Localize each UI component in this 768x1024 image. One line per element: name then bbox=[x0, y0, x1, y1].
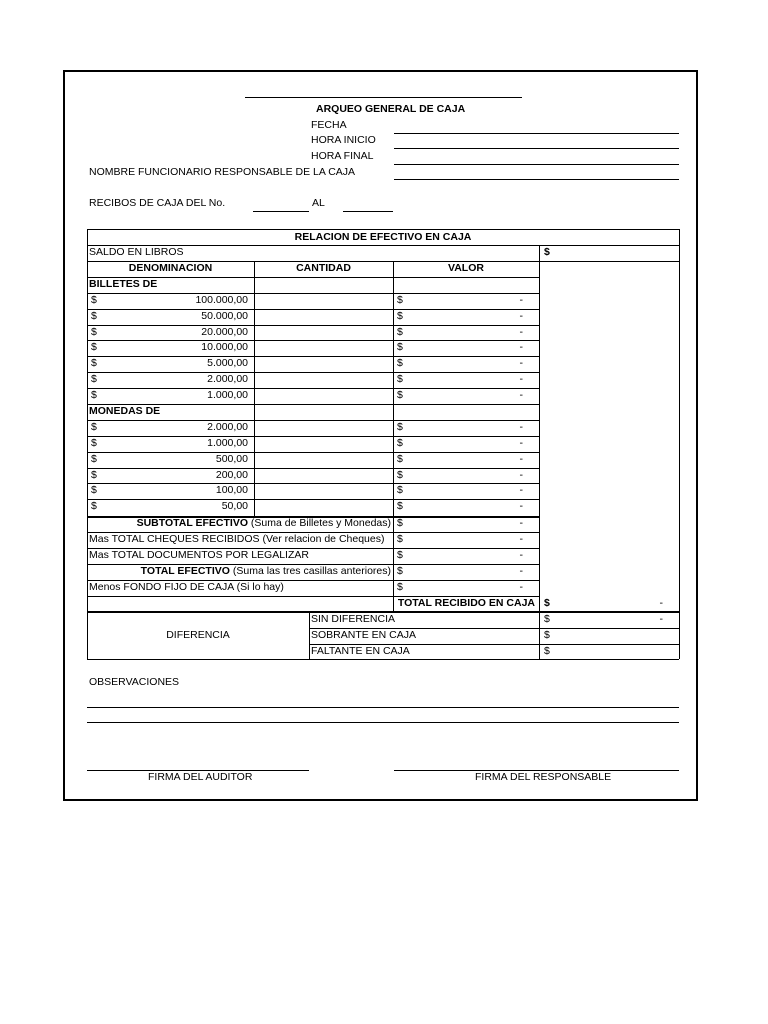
funcionario-field[interactable] bbox=[394, 179, 679, 180]
subtotal-note: (Suma de Billetes y Monedas) bbox=[248, 517, 391, 529]
col-divider-saldo bbox=[539, 245, 540, 659]
fecha-label: FECHA bbox=[311, 119, 347, 131]
valor-amount: - bbox=[519, 373, 523, 385]
subtotal-label bbox=[137, 516, 391, 531]
recibos-label: RECIBOS DE CAJA DEL No. bbox=[89, 197, 226, 209]
valor-currency: $ bbox=[397, 533, 403, 545]
table.monedas-denomination: 100,00 bbox=[215, 484, 248, 497]
table-rule bbox=[87, 468, 539, 469]
firma-responsable-label: FIRMA DEL RESPONSABLE bbox=[475, 771, 612, 783]
documentos-label: Mas TOTAL DOCUMENTOS POR LEGALIZAR bbox=[89, 549, 309, 561]
table.monedas-currency: $ bbox=[91, 484, 97, 497]
billetes-label: BILLETES DE bbox=[89, 278, 158, 290]
table.billetes-currency: $ bbox=[91, 325, 97, 338]
table-rule bbox=[87, 388, 539, 389]
hora-final-label: HORA FINAL bbox=[311, 150, 374, 162]
observaciones-line-1[interactable] bbox=[87, 707, 679, 708]
fondo-label: Menos FONDO FIJO DE CAJA (Si lo hay) bbox=[89, 581, 284, 593]
cheques-label: Mas TOTAL CHEQUES RECIBIDOS (Ver relacion de Cheques) bbox=[89, 533, 385, 545]
col-header-valor: VALOR bbox=[448, 262, 484, 274]
valor-currency: $ bbox=[397, 452, 403, 465]
table.billetes-denomination: 5.000,00 bbox=[207, 357, 248, 370]
observaciones-label: OBSERVACIONES bbox=[89, 676, 180, 688]
title-rule bbox=[245, 97, 522, 98]
table.monedas-currency: $ bbox=[91, 500, 97, 513]
table-rule bbox=[87, 340, 539, 341]
valor-amount: - bbox=[519, 325, 523, 338]
table-title: RELACION DE EFECTIVO EN CAJA bbox=[294, 231, 472, 243]
valor-amount: - bbox=[519, 357, 523, 370]
valor-currency: $ bbox=[397, 484, 403, 497]
table.monedas-currency: $ bbox=[91, 468, 97, 481]
valor-currency: $ bbox=[397, 436, 403, 449]
valor-amount: - bbox=[519, 533, 523, 545]
valor-currency: $ bbox=[397, 549, 403, 561]
table-rule bbox=[87, 325, 539, 326]
form-title: ARQUEO GENERAL DE CAJA bbox=[316, 103, 466, 115]
table.billetes-denomination: 100.000,00 bbox=[195, 294, 248, 306]
table.billetes-denomination: 1.000,00 bbox=[207, 388, 248, 401]
valor-amount: - bbox=[519, 500, 523, 513]
table.monedas-denomination: 1.000,00 bbox=[207, 436, 248, 449]
table.billetes-currency: $ bbox=[91, 373, 97, 385]
valor-currency: $ bbox=[397, 468, 403, 481]
table.billetes-denomination: 50.000,00 bbox=[201, 309, 248, 322]
table-rule bbox=[87, 293, 539, 294]
valor-amount: - bbox=[519, 549, 523, 561]
table.billetes-denomination: 10.000,00 bbox=[201, 341, 248, 354]
valor-amount: - bbox=[519, 294, 523, 306]
table-left-border bbox=[87, 229, 88, 659]
funcionario-label: NOMBRE FUNCIONARIO RESPONSABLE DE LA CAJA bbox=[89, 166, 356, 178]
table.billetes-denomination: 20.000,00 bbox=[201, 325, 248, 338]
table.monedas-currency: $ bbox=[91, 452, 97, 465]
col-divider-cantidad bbox=[254, 261, 255, 516]
table.monedas-denomination: 500,00 bbox=[215, 452, 248, 465]
recibos-desde-field[interactable] bbox=[253, 211, 309, 212]
table-rule bbox=[87, 372, 539, 373]
hora-inicio-label: HORA INICIO bbox=[311, 134, 376, 146]
table-rule bbox=[87, 436, 539, 437]
valor-currency: $ bbox=[397, 517, 403, 529]
table-right-border bbox=[679, 229, 680, 659]
table.billetes-currency: $ bbox=[91, 341, 97, 354]
hora-final-field[interactable] bbox=[394, 164, 679, 165]
diferencia-currency: $ bbox=[544, 629, 550, 641]
valor-amount: - bbox=[519, 565, 523, 577]
table.monedas-currency: $ bbox=[91, 436, 97, 449]
table-rule bbox=[87, 483, 539, 484]
total-note: (Suma las tres casillas anteriores) bbox=[229, 565, 391, 577]
table.monedas-denomination: 200,00 bbox=[215, 468, 248, 481]
table-bottom-rule bbox=[87, 659, 679, 660]
valor-amount: - bbox=[519, 581, 523, 593]
sin-diferencia-label: SIN DIFERENCIA bbox=[311, 613, 396, 625]
total-recibido-amount: - bbox=[659, 597, 663, 609]
table.billetes-currency: $ bbox=[91, 388, 97, 401]
valor-currency: $ bbox=[397, 325, 403, 338]
fecha-field[interactable] bbox=[394, 133, 679, 134]
table.billetes-currency: $ bbox=[91, 294, 97, 306]
al-label: AL bbox=[312, 197, 325, 209]
faltante-label: FALTANTE EN CAJA bbox=[311, 645, 410, 657]
diferencia-label: DIFERENCIA bbox=[166, 629, 230, 641]
hora-inicio-field[interactable] bbox=[394, 148, 679, 149]
recibos-hasta-field[interactable] bbox=[343, 211, 393, 212]
saldo-currency: $ bbox=[544, 246, 550, 258]
table.billetes-currency: $ bbox=[91, 357, 97, 370]
sobrante-label: SOBRANTE EN CAJA bbox=[311, 629, 417, 641]
valor-currency: $ bbox=[397, 357, 403, 370]
table.monedas-denomination: 2.000,00 bbox=[207, 421, 248, 434]
table-rule bbox=[87, 499, 539, 500]
valor-currency: $ bbox=[397, 565, 403, 577]
sin-diferencia-amount: - bbox=[659, 613, 663, 625]
valor-currency: $ bbox=[397, 309, 403, 322]
saldo-label: SALDO EN LIBROS bbox=[89, 246, 184, 258]
valor-amount: - bbox=[519, 452, 523, 465]
table.monedas-denomination: 50,00 bbox=[221, 500, 248, 513]
diferencia-divider bbox=[309, 612, 310, 659]
diferencia-currency: $ bbox=[544, 645, 550, 657]
diferencia-currency: $ bbox=[544, 613, 550, 625]
total-bold: TOTAL EFECTIVO bbox=[140, 565, 230, 577]
col-header-denominacion: DENOMINACION bbox=[128, 262, 213, 274]
table-rule bbox=[87, 356, 539, 357]
valor-currency: $ bbox=[397, 388, 403, 401]
valor-currency: $ bbox=[397, 341, 403, 354]
table-rule bbox=[87, 452, 539, 453]
valor-currency: $ bbox=[397, 373, 403, 385]
table.billetes-currency: $ bbox=[91, 309, 97, 322]
valor-amount: - bbox=[519, 309, 523, 322]
col-header-cantidad: CANTIDAD bbox=[296, 262, 351, 274]
col-divider-valor bbox=[393, 261, 394, 611]
table-rule bbox=[87, 420, 539, 421]
valor-amount: - bbox=[519, 468, 523, 481]
observaciones-line-2[interactable] bbox=[87, 722, 679, 723]
monedas-label: MONEDAS DE bbox=[89, 404, 161, 417]
valor-amount: - bbox=[519, 484, 523, 497]
valor-amount: - bbox=[519, 388, 523, 401]
valor-amount: - bbox=[519, 517, 523, 529]
total-recibido-label: TOTAL RECIBIDO EN CAJA bbox=[397, 597, 535, 609]
total-recibido-currency: $ bbox=[544, 597, 550, 609]
valor-currency: $ bbox=[397, 500, 403, 513]
table.monedas-currency: $ bbox=[91, 421, 97, 434]
valor-amount: - bbox=[519, 421, 523, 434]
valor-amount: - bbox=[519, 436, 523, 449]
subtotal-bold: SUBTOTAL EFECTIVO bbox=[136, 517, 249, 529]
valor-currency: $ bbox=[397, 581, 403, 593]
firma-auditor-label: FIRMA DEL AUDITOR bbox=[148, 771, 253, 783]
table-rule bbox=[87, 309, 539, 310]
valor-currency: $ bbox=[397, 421, 403, 434]
table.billetes-denomination: 2.000,00 bbox=[207, 373, 248, 385]
total-efectivo-label bbox=[141, 564, 391, 579]
valor-currency: $ bbox=[397, 294, 403, 306]
valor-amount: - bbox=[519, 341, 523, 354]
